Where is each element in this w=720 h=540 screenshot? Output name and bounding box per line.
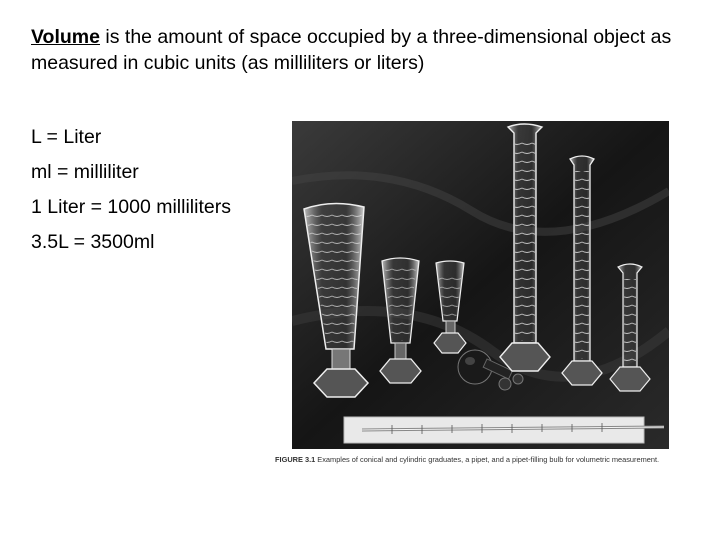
figure-caption [275,455,705,464]
pipet [344,417,664,443]
figure-caption-label: FIGURE 3.1 [275,455,316,464]
fact-example-conversion: 3.5L = 3500ml [31,231,155,253]
fact-milliliter: ml = milliliter [31,161,139,183]
volume-term: Volume [31,26,100,48]
fact-liter: L = Liter [31,126,102,148]
glassware-photo [292,121,669,449]
fact-liter-conversion: 1 Liter = 1000 milliliters [31,196,231,218]
figure-caption-text: Examples of conical and cylindric graduates, a pipet, and a pipet-filling bulb for volumetric measurement. [315,455,660,464]
volume-definition-text: is the amount of space occupied by a three-dimensional object as measured in cubic units (as milliliters or liters) [31,26,672,74]
unit-facts-list [31,120,231,260]
volume-definition [31,24,691,76]
